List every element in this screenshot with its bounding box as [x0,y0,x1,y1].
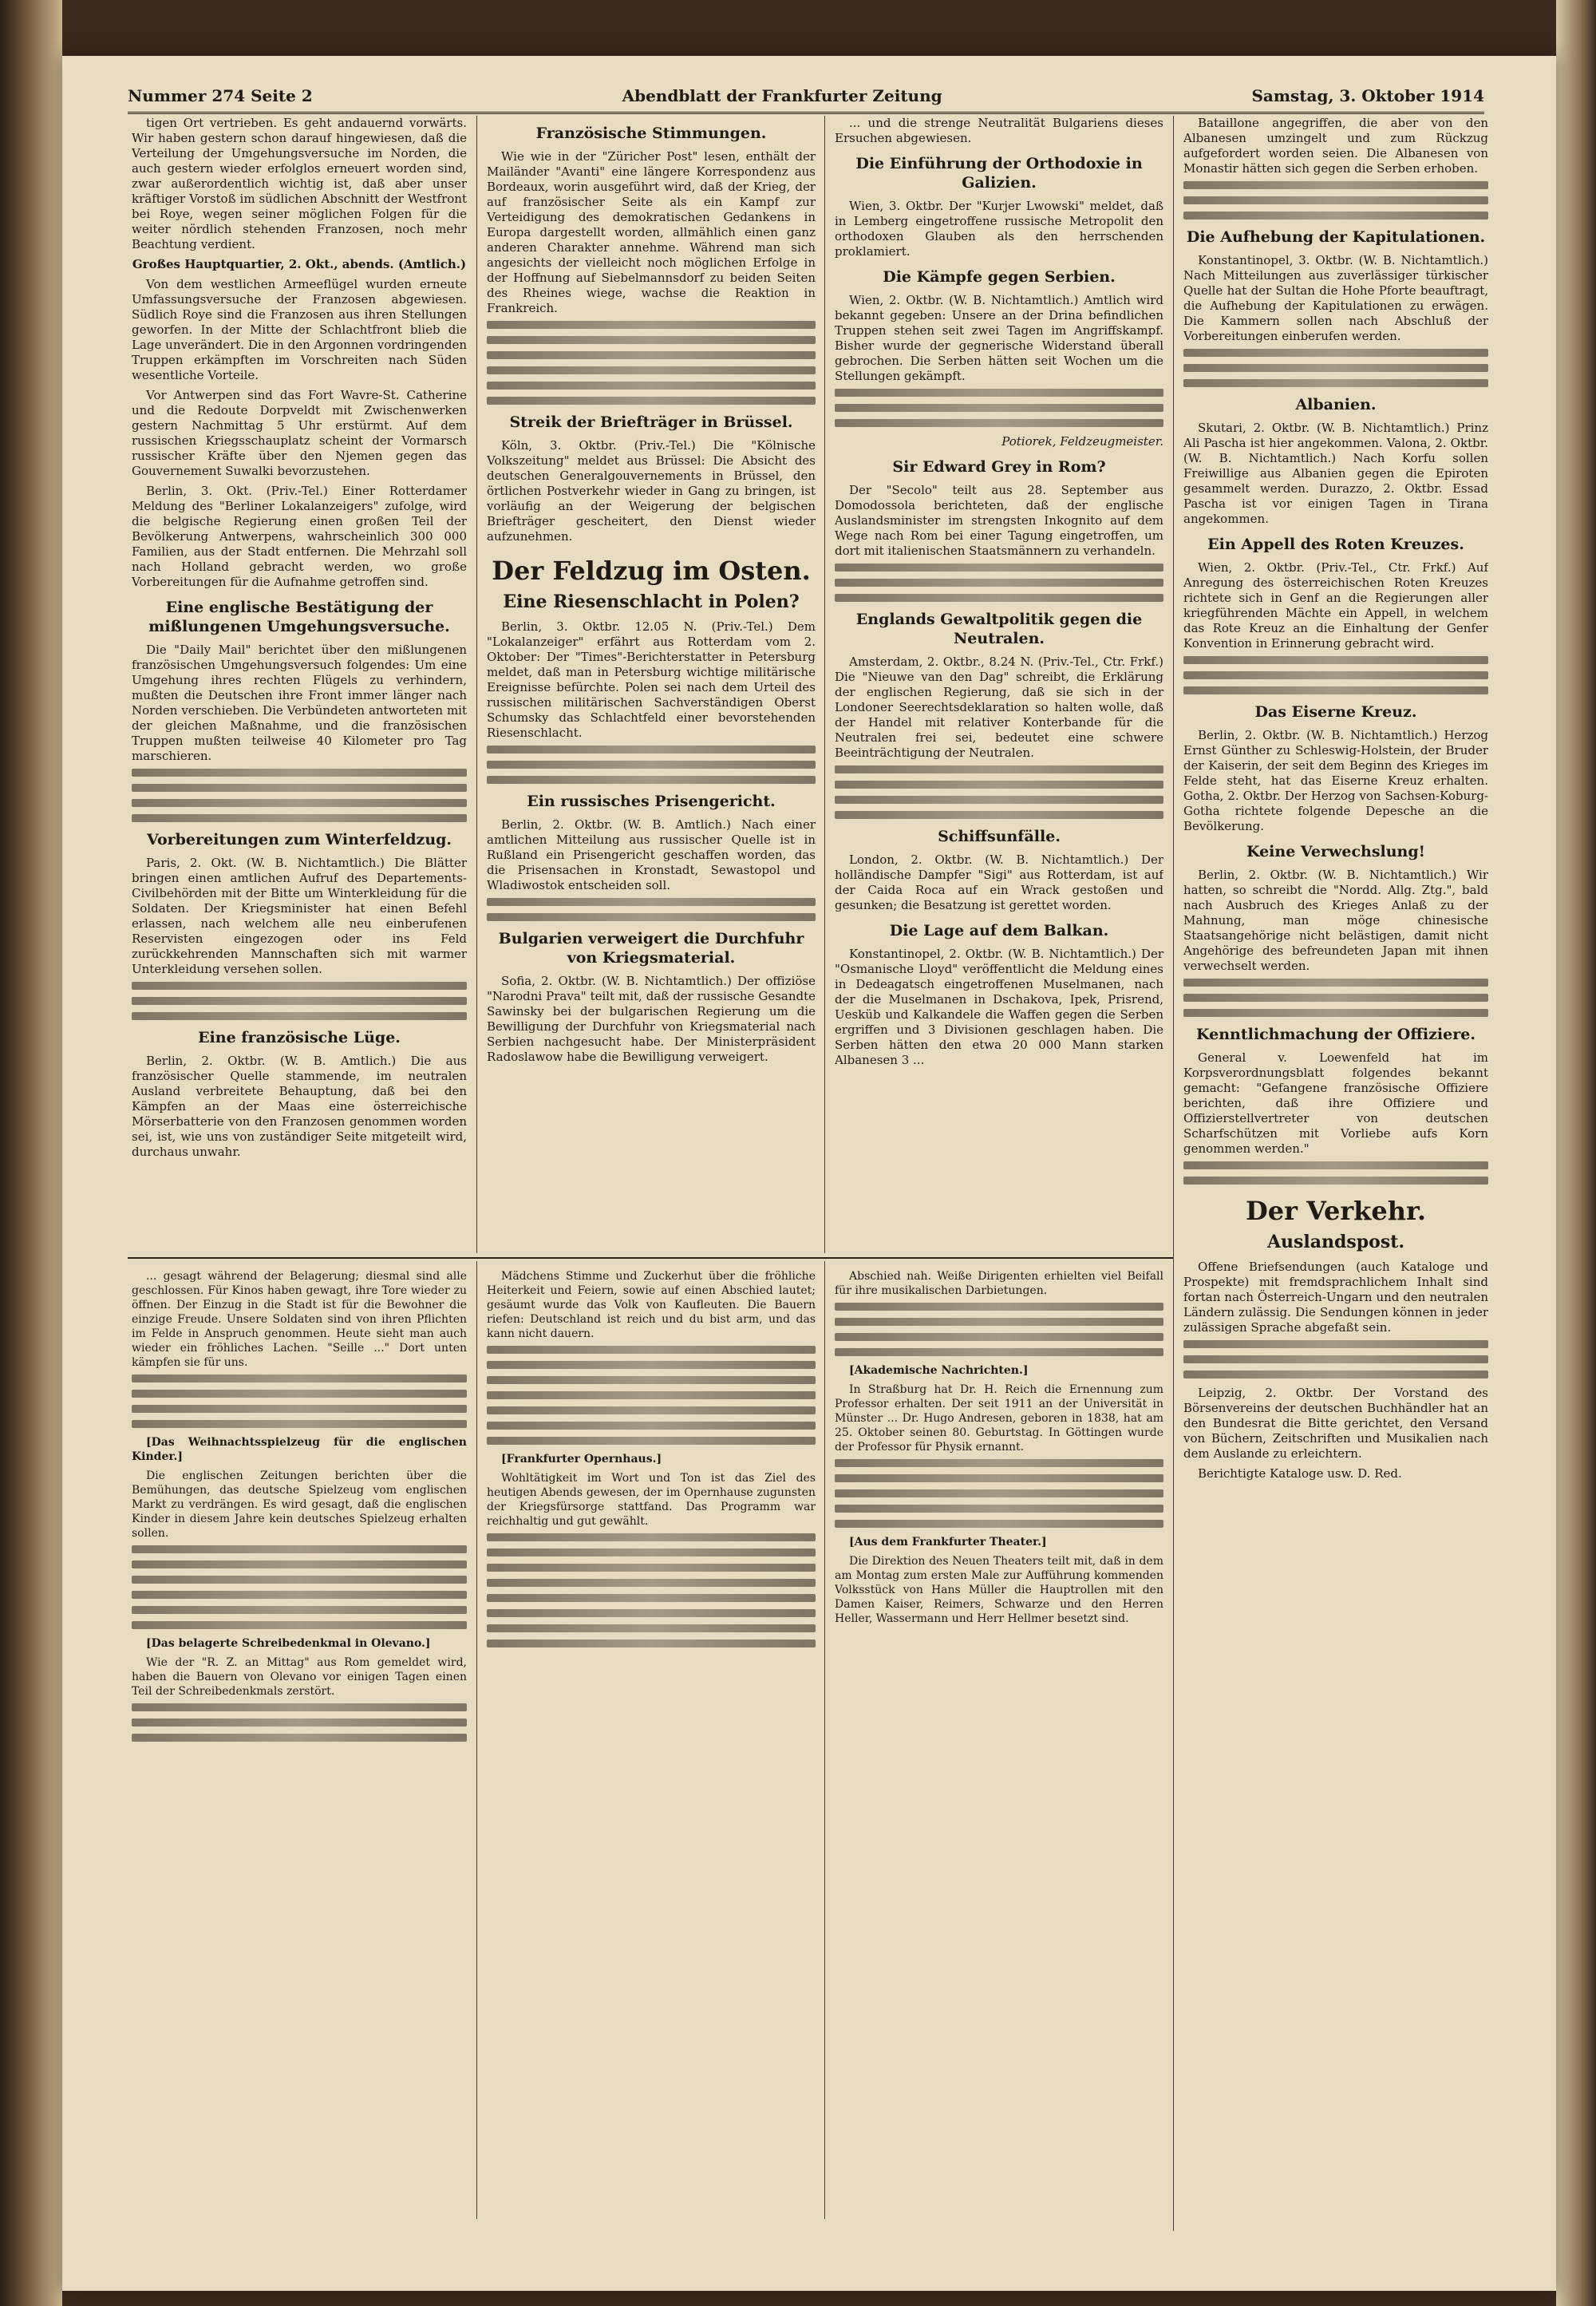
article-text: ... gesagt während der Belagerung; diesmal sind alle geschlossen. Für Kinos haben gewagt, ihre Tore wieder zu öffnen. Der Einzug in die Stadt ist für die Bewohner die einzige Freude. Unsere Soldaten sind von ihren Pflichten im Felde in Anspruch genommen. Heute sieht man auch wieder ein fröhliches Lachen. "Seille ..." Dort unten kämpfen sie für uns. [132,1270,467,1369]
headline: Die Einführung der Orthodoxie in Galizien. [855,155,1143,192]
article-text: Skutari, 2. Oktbr. (W. B. Nichtamtlich.) Prinz Ali Pascha ist hier angekommen. Valona, 2. Oktbr. (W. B. Nichtamtlich.) Nach Korfu sollen Freiwillige aus Albanien gegen die Epiroten gesammelt werden. Durazzo, 2. Oktbr. Essad Pascha ist vor einigen Tagen in Tirana angekommen. [1183,421,1488,526]
subheadline: Auslandspost. [1266,1232,1405,1252]
section-headline: Der Verkehr. [1245,1196,1427,1226]
article-text: Konstantinopel, 2. Oktbr. (W. B. Nichtamtlich.) Der "Osmanische Lloyd" veröffentlicht die Meldung eines in Dedeagatsch eingetroffenen Muselmanen, nach der die Muselmanen in Dschakova, Ipek, Prisrend, Uesküb und Kalkandele die Waffen gegen die Serben ergriffen und 3 Divisionen geschlagen haben. Die Serben hätten den etwa 20 000 Mann starken Albanesen 3 ... [835,947,1163,1067]
feuilleton-rule [128,1257,1173,1259]
article-text: Sofia, 2. Oktbr. (W. B. Nichtamtlich.) Der offiziöse "Narodni Prava" teilt mit, daß der russische Gesandte Sawinsky bei der bulgarischen Regierung um die Bewilligung der Durchfuhr von Kriegsmaterial nach Serbien nachgesucht habe. Der Ministerpräsident Radoslawow habe die Bewilligung verweigert. [487,974,816,1064]
article-text: Die englischen Zeitungen berichten über die Bemühungen, das deutsche Spielzeug vom englischen Markt zu verdrängen. Es wird gesagt, daß die englischen Kinder in diesem Jahre kein deutsches Spielzeug erhalten sollen. [132,1469,467,1540]
article-text: Berlin, 2. Oktbr. (W. B. Amtlich.) Nach einer amtlichen Mitteilung aus russischer Quelle ist in Rußland ein Prisengericht geschaffen worden, das die Prisensachen in Kronstadt, Sewastopol und Wladiwostok entscheiden soll. [487,817,816,892]
article-text: Berlin, 2. Oktbr. (W. B. Nichtamtlich.) Wir hatten, so schreibt die "Nordd. Allg. Ztg.", bald nach Ausbruch des Krieges Anlaß zu der Mahnung, man möge chinesische Staatsangehörige nicht belästigen, damit nicht Angehörige des befreundeten Japan mit ihnen verwechselt werden. [1183,868,1488,973]
article-text: Wien, 2. Oktbr. (W. B. Nichtamtlich.) Amtlich wird bekannt gegeben: Unsere an der Drina befindlichen Truppen stehen seit zwei Tagen im Angriffskampf. Bisher wurde der gegnerische Widerstand überall gebrochen. Die Serben hätten seit Wochen um die Stellungen gekämpft. [835,293,1163,383]
article-text: Offene Briefsendungen (auch Kataloge und Prospekte) mit fremdsprachlichem Inhalt sind fortan nach Österreich-Ungarn und den neutralen Ländern zulässig. Die Sendungen können in jeder zulässigen Sprache abgefaßt sein. [1183,1260,1488,1335]
article-text: Vor Antwerpen sind das Fort Wavre-St. Catherine und die Redoute Dorpveldt mit Zwischenwerken gestern Nachmittag 5 Uhr erstürmt. Auf dem russischen Kriegsschauplatz scheint der Vormarsch russischer Kräfte über den Njemen gegen das Gouvernement Suwalki bevorzustehen. [132,388,467,478]
article-text: Mädchens Stimme und Zuckerhut über die fröhliche Heiterkeit und Feiern, sowie auf einen Abschied lautet; gesäumt wurde das Volk von Kaufleuten. Die Bauern riefen: Deutschland ist reich und du bist arm, und das kann nicht dauern. [487,1270,816,1340]
article-text: Berlin, 3. Oktbr. 12.05 N. (Priv.-Tel.) Dem "Lokalanzeiger" erfährt aus Rotterdam vom 2. Oktober: Der "Times"-Berichterstatter in Petersburg meldet, daß man in Petersburg wichtige militärische Ereignisse befürchte. Polen sei nach dem Urteil des russischen militärischen Sachverständigen Oberst Schumsky das Schlachtfeld einer bevorstehenden Riesenschlacht. [487,619,816,740]
article-text: Leipzig, 2. Oktbr. Der Vorstand des Börsenvereins der deutschen Buchhändler hat an den Bundesrat die Bitte gerichtet, den Versand von Büchern, Zeitschriften und Musikalien nach dem Auslande zu erleichtern. [1183,1386,1488,1461]
headline: Die Lage auf dem Balkan. [889,922,1109,939]
headline: Eine französische Lüge. [198,1029,401,1046]
article-text: Paris, 2. Okt. (W. B. Nichtamtlich.) Die Blätter bringen einen amtlichen Aufruf des Departements-Civilbehörden mit der Bitte um Winterkleidung für die Soldaten. Der Kriegsminister hat einen Befehl erlassen, nach welchem alle neu einberufenen Reservisten eingezogen oder ins Feld zurückkehrenden Mannschaften sich mit warmer Unterkleidung versehen sollen. [132,856,467,976]
column-1 [132,116,467,1253]
headline: Bulgarien verweigert die Durchfuhr von Kriegsmaterial. [498,930,804,967]
article-text: In Straßburg hat Dr. H. Reich die Ernennung zum Professor erhalten. Der seit 1911 an der Universität in Münster ... Dr. Hugo Andresen, geboren in 1838, hat am 25. Oktober seinen 80. Geburtstag. In Göttingen wurde der Professor für Physik ernannt. [835,1383,1163,1454]
headline: Streik der Briefträger in Brüssel. [509,413,793,431]
article-text: Köln, 3. Oktbr. (Priv.-Tel.) Die "Kölnische Volkszeitung" meldet aus Brüssel: Die Absicht des deutschen Generalgouvernements in Brüssel, den örtlichen Postverkehr wieder in Gang zu bringen, ist vorläufig an der Weigerung der belgischen Briefträger gescheitert, den Dienst wieder aufzunehmen. [487,438,816,544]
article-text: Wien, 2. Oktbr. (Priv.-Tel., Ctr. Frkf.) Auf Anregung des österreichischen Roten Kreuzes richtete sich in Genf an die Regierungen aller kriegführenden Mächte ein Appell, in welchem das Rote Kreuz an die Einhaltung der Genfer Konvention in Erinnerung gebracht wird. [1183,560,1488,651]
article-text: General v. Loewenfeld hat im Korpsverordnungsblatt folgendes bekannt gemacht: "Gefangene französische Offiziere berichten, daß ihre Offiziere und Offizierstellvertreter von deutschen Scharfschützen mit Vorliebe aufs Korn genommen werden." [1183,1050,1488,1156]
column-rule [476,116,477,1253]
headline: Das Eiserne Kreuz. [1254,703,1417,721]
column-2 [487,116,816,1253]
headline: Englands Gewaltpolitik gegen die Neutralen. [855,611,1143,647]
section-headline: Der Feldzug im Osten. [492,556,811,586]
headline: Ein russisches Prisengericht. [527,793,776,810]
article-text: Wie der "R. Z. an Mittag" aus Rom gemeldet wird, haben die Bauern von Olevano vor einigen Tagen einen Teil der Schreibedenkmals zerstört. [132,1656,467,1698]
headline: Vorbereitungen zum Winterfeldzug. [146,831,452,848]
headline: Die Aufhebung der Kapitulationen. [1186,228,1486,246]
article-text: Die Direktion des Neuen Theaters teilt mit, daß in dem am Montag zum ersten Male zur Aufführung kommenden Volksstück von Hans Müller die Hauptrollen mit den Damen Kaiser, Reimers, Schwarze und den Herren Heller, Wassermann und Herr Hellmer besetzt sind. [835,1555,1163,1625]
article-text: Die "Daily Mail" berichtet über den mißlungenen französischen Umgehungsversuch folgendes: Um eine Umgehung ihres rechten Flügels zu verhindern, mußten die Deutschen ihre Front immer länger nach Norden verschieben. Die Verbündeten antworteten mit der gleichen Maßnahme, und die französischen Truppen mußten teilweise 40 Kilometer pro Tag marschieren. [132,643,467,763]
headline: Schiffsunfälle. [938,828,1061,845]
headline: Die Kämpfe gegen Serbien. [883,268,1116,286]
feuilleton-column-1 [132,1269,467,2219]
article-heading: [Aus dem Frankfurter Theater.] [849,1536,1047,1549]
issue-number: Nummer 274 Seite 2 [128,86,313,105]
article-text: Der "Secolo" teilt aus 28. September aus Domodossola berichteten, daß der englische Auslandsminister im strengsten Inkognito auf dem Wege nach Rom bei einer Tagung eingetroffen, um dort mit italienischen Staatsmännern zu verhandeln. [835,483,1163,558]
article-text: Abschied nah. Weiße Dirigenten erhielten viel Beifall für ihre musikalischen Darbietungen. [835,1270,1163,1297]
headline: Französische Stimmungen. [535,125,767,142]
column-rule [476,1261,477,2219]
article-text: Berlin, 3. Okt. (Priv.-Tel.) Einer Rotterdamer Meldung des "Berliner Lokalanzeigers" zufolge, wird die belgische Regierung einen großen Teil der Bevölkerung Antwerpens, wahrscheinlich 300 000 Familien, aus der Stadt entfernen. Die Mehrzahl soll nach Holland gebracht werden, wo große Vorbereitungen für die Aufnahme getroffen sind. [132,484,467,589]
article-text: London, 2. Oktbr. (W. B. Nichtamtlich.) Der holländische Dampfer "Sigi" aus Rotterdam, ist auf der Caida Roca auf ein Wrack gestoßen und gesunken; die Besatzung ist gerettet worden. [835,852,1163,912]
issue-date: Samstag, 3. Oktober 1914 [1251,86,1484,105]
article-text: Berlin, 2. Oktbr. (W. B. Nichtamtlich.) Herzog Ernst Günther zu Schleswig-Holstein, der Bruder der Kaiserin, der seit dem Beginn des Krieges im Felde steht, hat das Eiserne Kreuz erhalten. Gotha, 2. Oktbr. Der Herzog von Sachsen-Koburg-Gotha richtete folgende Depesche an die Bevölkerung. [1183,728,1488,833]
headline: Eine englische Bestätigung der mißlungenen Umgehungsversuche. [148,599,450,635]
article-text: Von dem westlichen Armeeflügel wurden erneute Umfassungsversuche der Franzosen abgewiesen. Südlich Roye sind die Franzosen aus ihren Stellungen geworfen. In der Mitte der Schlachtfront blieb die Lage unverändert. Die in den Argonnen vordringenden Truppen erkämpften im Vorschreiten nach Süden wesentliche Vorteile. [132,277,467,382]
dateline: Großes Hauptquartier, 2. Okt., abends. (Amtlich.) [132,257,467,271]
headline: Keine Verwechslung! [1246,843,1425,860]
newspaper-title: Abendblatt der Frankfurter Zeitung [622,86,942,105]
page-edge [1556,0,1596,2306]
article-text: Wien, 3. Oktbr. Der "Kurjer Lwowski" meldet, daß in Lemberg eingetroffene russische Metropolit den orthodoxen Glauben als den herrschenden proklamiert. [835,199,1163,259]
subheadline: Eine Riesenschlacht in Polen? [503,591,800,612]
book-binding [0,0,62,2306]
article-heading: [Das Weihnachtsspielzeug für die englischen Kinder.] [132,1436,467,1463]
headline: Ein Appell des Roten Kreuzes. [1207,536,1464,553]
article-heading: [Das belagerte Schreibedenkmal in Olevano.] [146,1637,431,1650]
headline: Albanien. [1295,396,1377,413]
article-text: Wie wie in der "Züricher Post" lesen, enthält der Mailänder "Avanti" eine längere Korrespondenz aus Bordeaux, worin ausgeführt wird, daß der Krieg, der auf französischer Seite als ein Kampf zur Verteidigung des demokratischen Gedankens in Europa dargestellt worden, allmählich einen ganz anderen Charakter annehme. Während man sich angesichts der vielleicht noch möglichen Erfolge in der Hoffnung auf Siebelmannsdorf zu beiden Seiten des Rheines wiege, wachse die Reaktion in Frankreich. [487,149,816,315]
column-4 [1183,116,1488,2215]
column-rule [824,1261,825,2219]
masthead [128,80,1484,114]
feuilleton-column-3 [835,1269,1163,2219]
column-rule [824,116,825,1253]
article-text: Konstantinopel, 3. Oktbr. (W. B. Nichtamtlich.) Nach Mitteilungen aus zuverlässiger türkischer Quelle hat der Sultan die Hohe Pforte beauftragt, die Aufhebung der Kapitulationen zu erwägen. Die Kammern sollen nach Abschluß der Vorbereitungen einberufen werden. [1183,253,1488,343]
feuilleton-column-2 [487,1269,816,2219]
column-rule [1173,116,1174,2231]
column-3 [835,116,1163,1253]
article-text: Berichtigte Kataloge usw. D. Red. [1198,1466,1402,1481]
article-text: Bataillone angegriffen, die aber von den Albanesen umzingelt und zum Rückzug aufgefordert worden seien. Die Albanesen von Monastir hätten sich gegen die Serben erhoben. [1183,116,1488,176]
article-text: Berlin, 2. Oktbr. (W. B. Amtlich.) Die aus französischer Quelle stammende, im neutralen Ausland verbreitete Behauptung, daß bei den Kämpfen an der Maas eine österreichische Mörserbatterie von den Franzosen genommen worden sei, ist, wie uns von zuständiger Seite mitgeteilt wird, durchaus unwahr. [132,1054,467,1159]
article-text: ... und die strenge Neutralität Bulgariens dieses Ersuchen abgewiesen. [835,116,1163,145]
signature: Potiorek, Feldzeugmeister. [1001,434,1163,449]
article-text: Wohltätigkeit im Wort und Ton ist das Ziel des heutigen Abends gewesen, der im Opernhause zugunsten der Kriegsfürsorge stattfand. Das Programm war reichhaltig und gut gewählt. [487,1472,816,1528]
article-heading: [Akademische Nachrichten.] [849,1364,1029,1377]
article-text: Amsterdam, 2. Oktbr., 8.24 N. (Priv.-Tel., Ctr. Frkf.) Die "Nieuwe van den Dag" schreibt, die Erklärung der englischen Regierung, daß sie sich in der Londoner Seerechtsdeklaration so halten wolle, daß der Handel mit relativer Konterbande für die Neutralen frei sei, bedeutet eine schwere Beeinträchtigung der Neutralen. [835,655,1163,760]
headline: Sir Edward Grey in Rom? [892,458,1106,476]
headline: Kenntlichmachung der Offiziere. [1196,1026,1476,1043]
article-heading: [Frankfurter Opernhaus.] [501,1453,662,1465]
article-text: tigen Ort vertrieben. Es geht andauernd vorwärts. Wir haben gestern schon darauf hingewiesen, daß die Verteilung der Umgehungsversuche im Norden, die auch gestern wieder erfolglos erneuert worden sind, zwar außerordentlich wichtig ist, daß aber unser kräftiger Vorstoß im südlichen Abschnitt der Westfront bei Roye, wegen seiner möglichen Folgen für die weiter nördlich stehenden Franzosen, noch mehr Beachtung verdient. [132,116,467,251]
